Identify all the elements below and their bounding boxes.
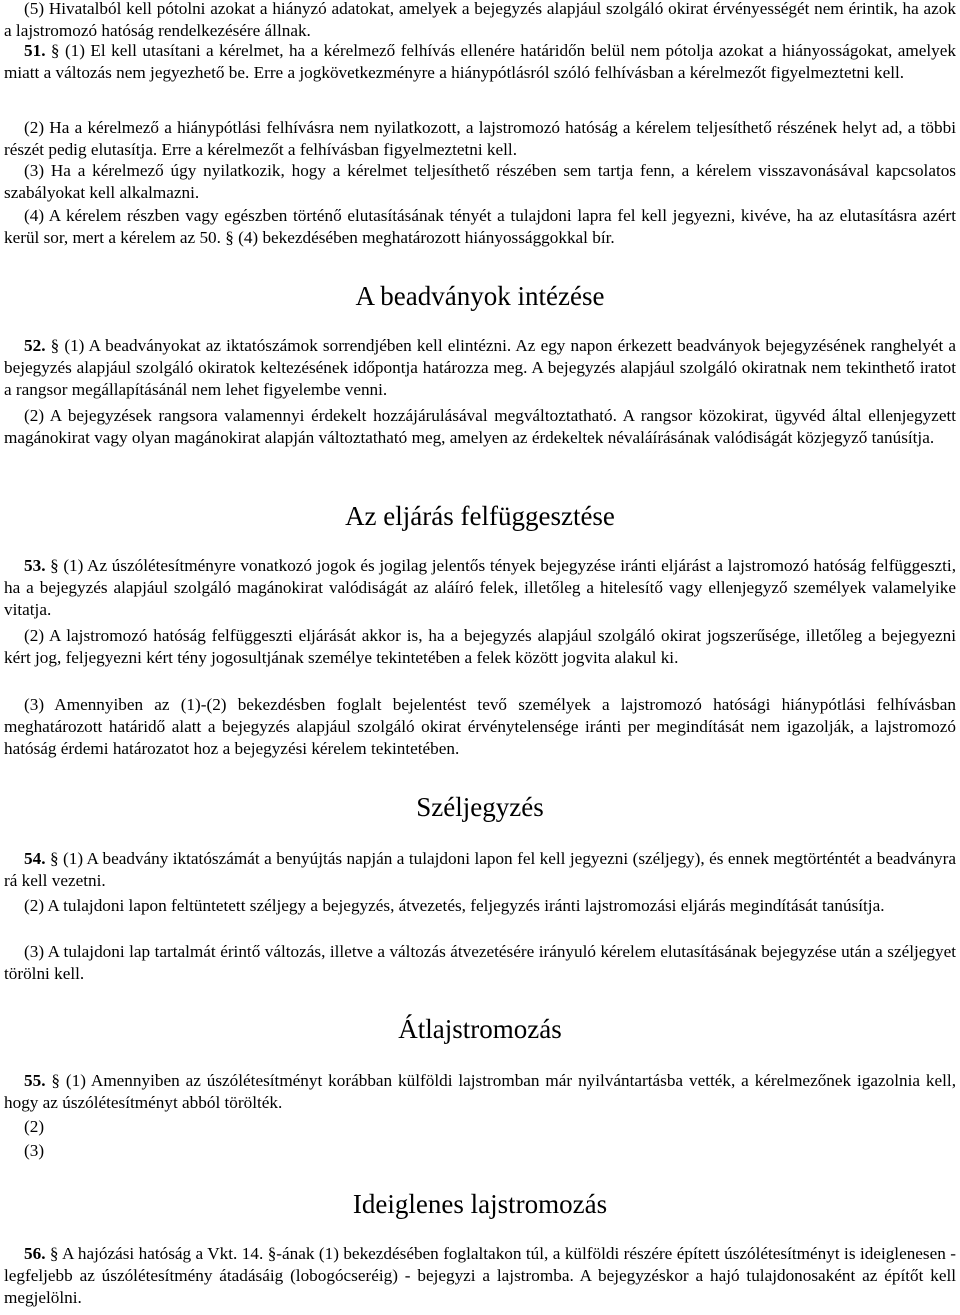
- paragraph-54-2: [4, 895, 956, 917]
- paragraph-50-5: [4, 0, 956, 42]
- heading-ideiglenes: Ideiglenes lajstromozás: [352, 1189, 608, 1219]
- paragraph-text: (3) A tulajdoni lap tartalmát érintő változás, illetve a változás átvezetésére irányuló kérelem elutasításának bejegyzése után a széljegyet törölni kell.: [4, 942, 956, 984]
- heading-szeljegyzes: Széljegyzés: [416, 792, 544, 822]
- paragraph-51-1: [4, 40, 956, 84]
- section-number: 53.: [24, 556, 46, 575]
- paragraph-text: § A hajózási hatóság a Vkt. 14. §-ának (1) bekezdésében foglaltakon túl, a külföldi részére épített úszólétesítményt is ideiglenesen - legfeljebb az úszólétesítmény átadásáig (lobogócseréig) - bejegyzi a lajstromba. A bejegyzéskor a hajó tulajdonosaként az építőt kell megjelölni.: [4, 1244, 956, 1308]
- paragraph-53-2: [4, 625, 956, 669]
- paragraph-text: (3) Ha a kérelmező úgy nyilatkozik, hogy a kérelmet teljesíthető részében sem tartja fenn, a kérelem visszavonásával kapcsolatos szabályokat kell alkalmazni.: [4, 161, 956, 203]
- paragraph-text: § (1) Az úszólétesítményre vonatkozó jogok és jogilag jelentős tények bejegyzése iránti eljárást a lajstromozó hatóság felfüggeszti, ha a bejegyzés alapjául szolgáló magánokirat valódiságát az aláíró felek, illetőleg a hitelesítő vagy ellenjegyző személyek valamelyike vitatja.: [4, 556, 956, 620]
- heading-atlajstromozas: Átlajstromozás: [398, 1014, 562, 1044]
- paragraph-55-2: (2): [24, 1117, 45, 1136]
- paragraph-text: (2) A bejegyzések rangsora valamennyi érdekelt hozzájárulásával megváltoztatható. A rangsor közokirat, ügyvéd által ellenjegyzett magánokirat vagy olyan magánokirat alapján változtatható meg, amelyen az érdekeltek névaláírásának valódiságát közjegyző tanúsítja.: [4, 406, 956, 448]
- paragraph-53-3: [4, 694, 956, 761]
- paragraph-56: [4, 1243, 956, 1310]
- section-number: 51.: [24, 41, 46, 60]
- paragraph-text: (4) A kérelem részben vagy egészben történő elutasításának tényét a tulajdoni lapra fel kell jegyezni, kivéve, ha az elutasításra azért kerül sor, mert a kérelem az 50. § (4) bekezdésében meghatározott hiányossággokkal bír.: [4, 206, 956, 248]
- paragraph-55-3: (3): [24, 1141, 45, 1160]
- paragraph-52-2: [4, 405, 956, 449]
- paragraph-text: (2) A lajstromozó hatóság felfüggeszti eljárását akkor is, ha a bejegyzés alapjául szolgáló okirat jogszerűsége, illetőleg a bejegyezni kért jog, feljegyezni kért tény jogosultjának személye tekintetében a felek között jogvita alakul ki.: [4, 626, 956, 668]
- paragraph-text: § (1) El kell utasítani a kérelmet, ha a kérelmező felhívás ellenére határidőn belül nem pótolja azokat a hiányosságokat, amelyek miatt a változás nem jegyezhető be. Erre a jogkövetkezményre a hiánypótlásról szóló felhívásban a kérelmezőt figyelmeztetni kell.: [4, 41, 956, 83]
- paragraph-51-2: [4, 117, 956, 161]
- paragraph-52-1: [4, 335, 956, 402]
- paragraph-text: § (1) Amennyiben az úszólétesítményt korábban külföldi lajstromban már nyilvántartásba vették, a kérelmezőnek igazolnia kell, hogy az úszólétesítményt abból törölték.: [4, 1071, 956, 1113]
- paragraph-text: § (1) A beadvány iktatószámát a benyújtás napján a tulajdoni lapon fel kell jegyezni (széljegy), és ennek megtörténtét a beadványra rá kell vezetni.: [4, 849, 956, 891]
- paragraph-54-1: [4, 848, 956, 892]
- paragraph-54-3: [4, 941, 956, 985]
- paragraph-55-1: [4, 1070, 956, 1114]
- paragraph-text: (2) Ha a kérelmező a hiánypótlási felhívásra nem nyilatkozott, a lajstromozó hatóság a kérelem teljesíthető részének helyt ad, a többi részét pedig elutasítja. Erre a kérelmezőt a felhívásban figyelmeztetni kell.: [4, 118, 956, 160]
- paragraph-51-3: [4, 160, 956, 204]
- section-number: 55.: [24, 1071, 46, 1090]
- section-number: 54.: [24, 849, 46, 868]
- heading-felfuggesztes: Az eljárás felfüggesztése: [345, 501, 615, 531]
- paragraph-53-1: [4, 555, 956, 622]
- paragraph-text: § (1) A beadványokat az iktatószámok sorrendjében kell elintézni. Az egy napon érkezett beadványok bejegyzésének ranghelyét a bejegyzés alapjául szolgáló okiratok keltezésének időpontja határozza meg. A bejegyzés alapjául szolgáló okiratnak nem tekinthető iratot a rangsor megállapításánál nem lehet figyelembe venni.: [4, 336, 956, 400]
- section-number: 52.: [24, 336, 46, 355]
- paragraph-text: (2) A tulajdoni lapon feltüntetett széljegy a bejegyzés, átvezetés, feljegyzés iránti lajstromozási eljárás megindítását tanúsítja.: [24, 896, 885, 915]
- heading-beadvanyok: A beadványok intézése: [355, 281, 605, 311]
- paragraph-51-4: [4, 205, 956, 249]
- paragraph-text: (5) Hivatalból kell pótolni azokat a hiányzó adatokat, amelyek a bejegyzés alapjául szolgáló okirat érvényességét nem érintik, ha azok a lajstromozó hatóság rendelkezésére állnak.: [4, 0, 956, 41]
- section-number: 56.: [24, 1244, 46, 1263]
- paragraph-text: (3) Amennyiben az (1)-(2) bekezdésben foglalt bejelentést tevő személyek a lajstromozó hatósági hiánypótlási felhívásban meghatározott határidő alatt a bejegyzés alapjául szolgáló okirat érvénytelensége iránti per megindítását nem igazolják, a lajstromozó hatóság érdemi határozatot hoz a bejegyzési kérelem tekintetében.: [4, 695, 956, 759]
